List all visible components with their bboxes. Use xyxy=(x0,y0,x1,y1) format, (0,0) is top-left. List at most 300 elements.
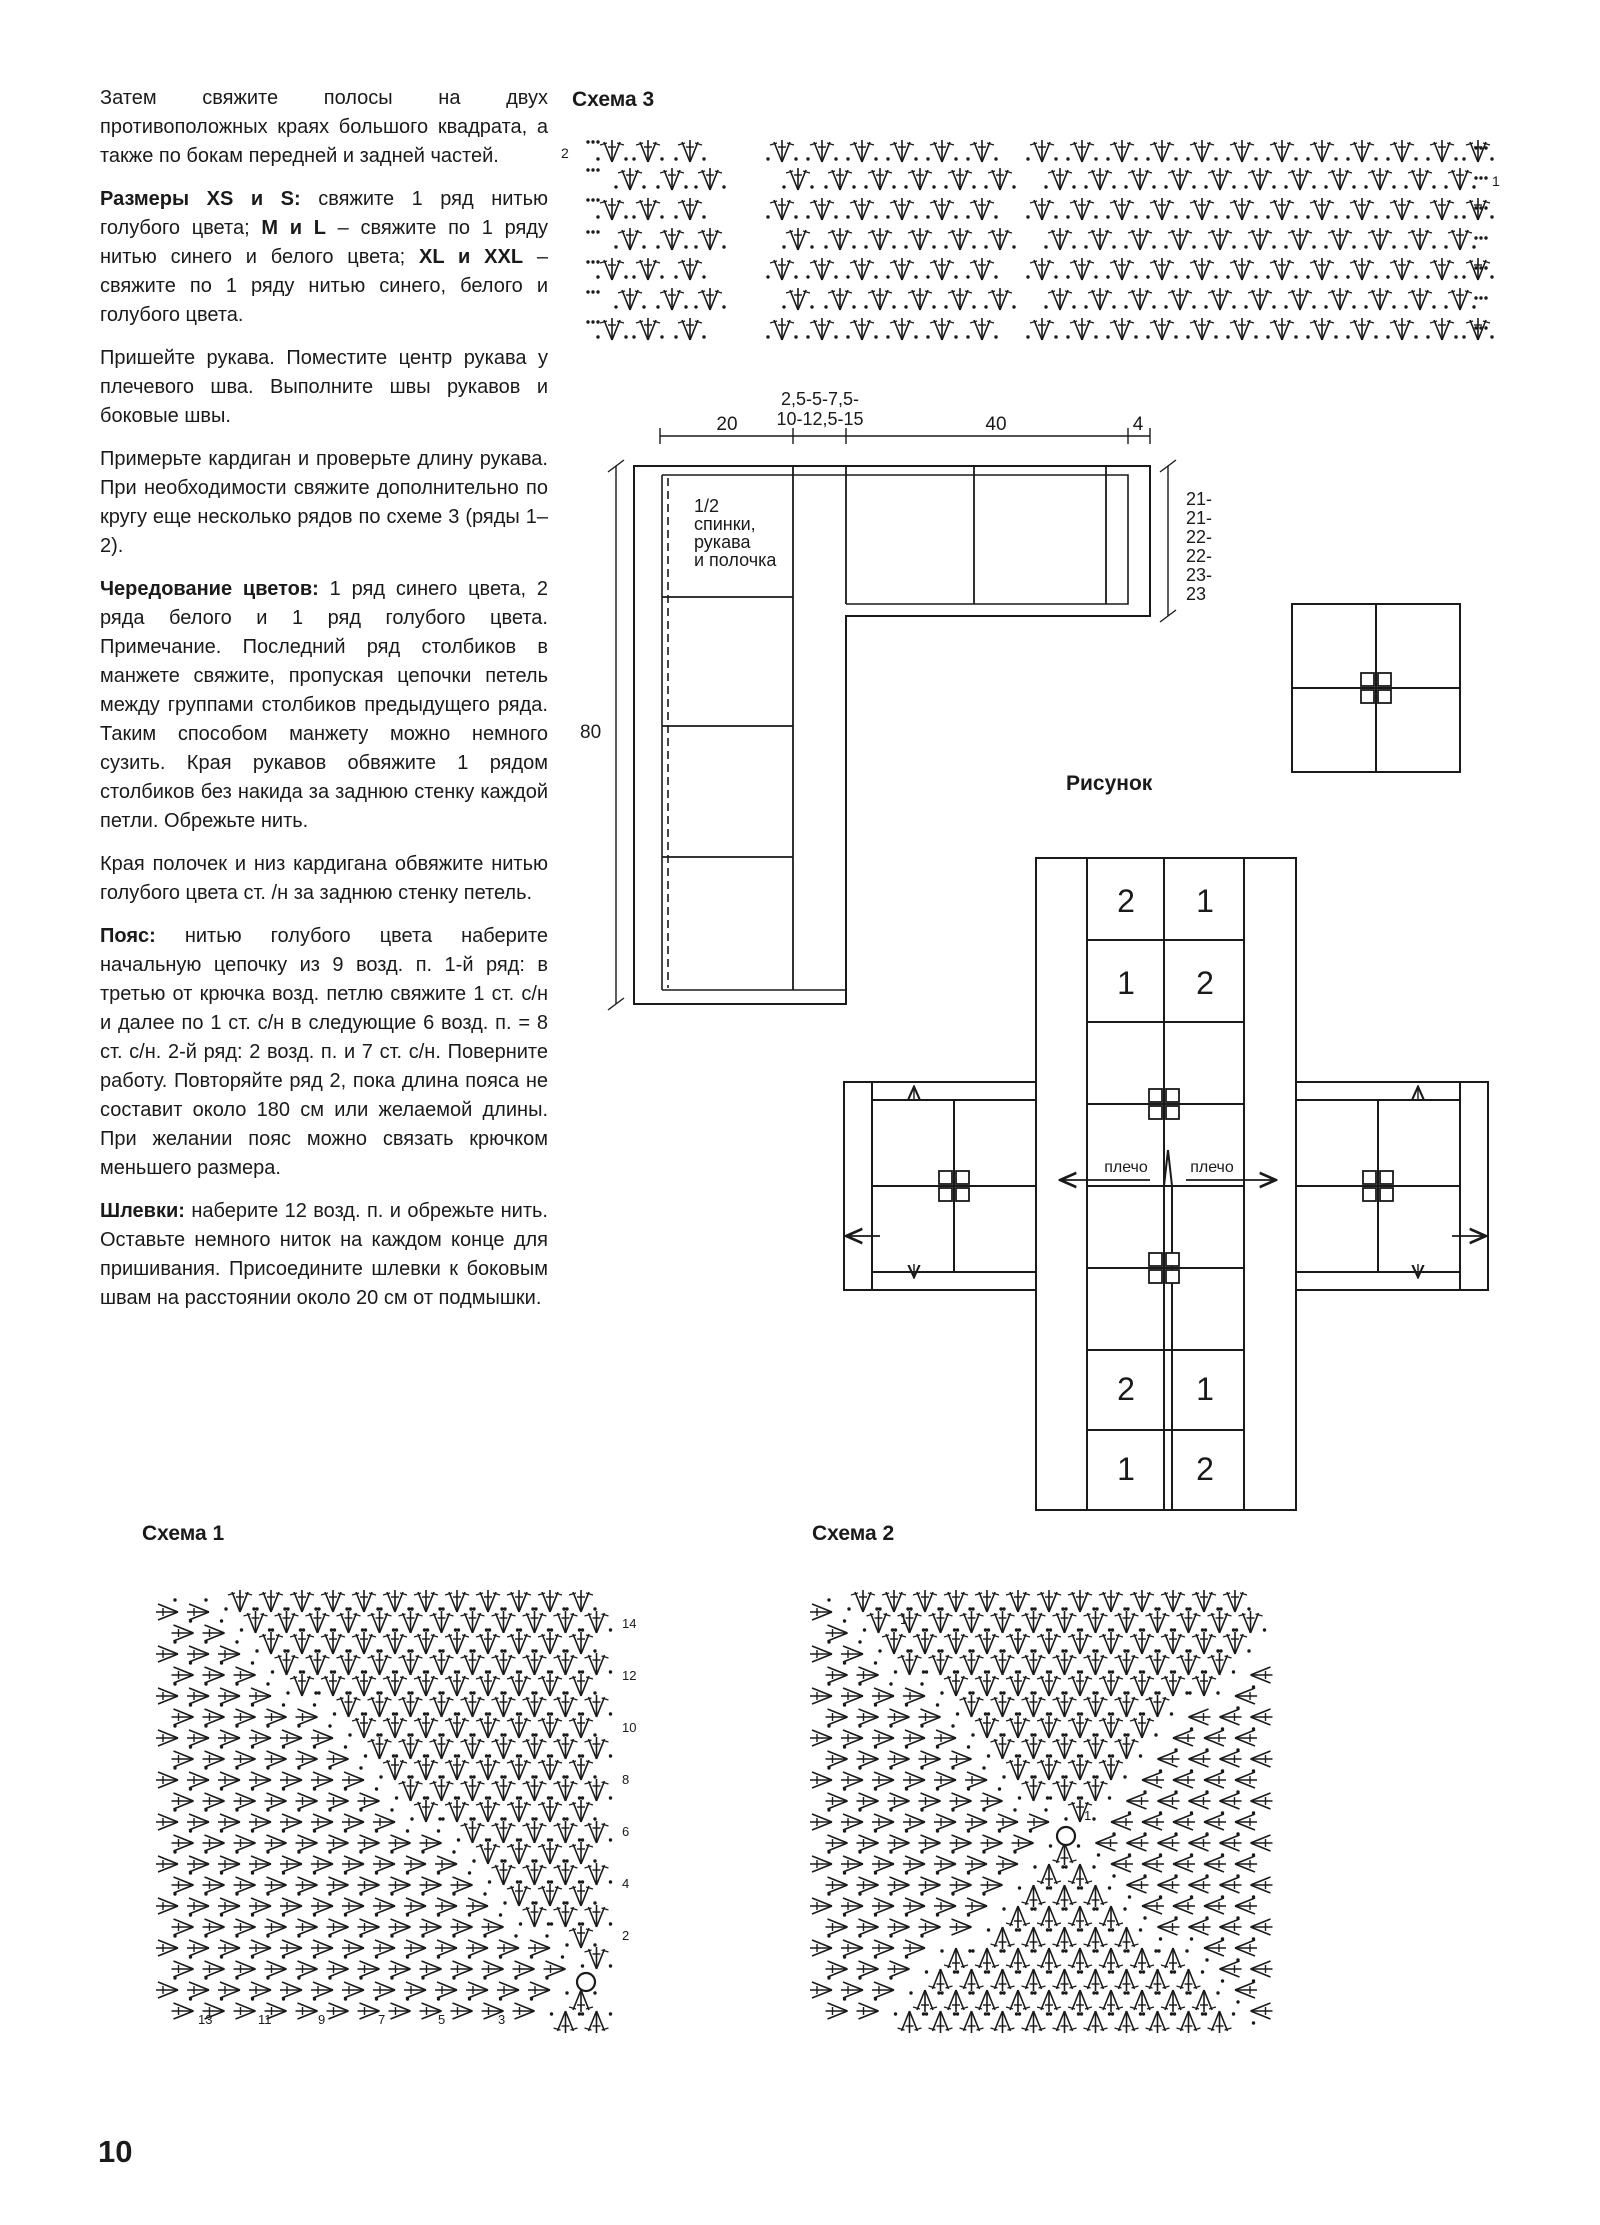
svg-text:1: 1 xyxy=(1196,883,1214,919)
stitch-group xyxy=(249,1934,271,1956)
stitch-group xyxy=(280,1934,302,1956)
stitch-group xyxy=(234,1703,256,1725)
stitch-group xyxy=(187,1640,209,1662)
stitch-group xyxy=(255,1632,286,1654)
stitch-group xyxy=(909,1990,940,2012)
stitch-group xyxy=(435,1850,457,1872)
stitch-group xyxy=(379,1758,410,1780)
svg-text:23-: 23- xyxy=(1186,565,1213,585)
stitch-group xyxy=(1157,1632,1188,1654)
stitch-group xyxy=(426,1653,457,1675)
stitch-group xyxy=(1126,1590,1157,1612)
stitch-group xyxy=(503,1632,534,1654)
stitch-group xyxy=(358,1913,380,1935)
stitch-group xyxy=(379,1590,410,1612)
stitch-group xyxy=(172,1871,194,1893)
stitch-group xyxy=(265,1955,287,1977)
stitch-group xyxy=(888,1703,910,1725)
stitch-group xyxy=(441,1716,472,1738)
stitch-group xyxy=(550,1611,581,1633)
stitch-group xyxy=(1049,1779,1080,1801)
stitch-group xyxy=(1002,1758,1033,1780)
stitch-group xyxy=(234,1787,256,1809)
stitch-group xyxy=(466,1934,488,1956)
stitch-group xyxy=(218,1766,240,1788)
svg-text:1: 1 xyxy=(900,1612,908,1627)
stitch-group xyxy=(1204,1772,1226,1794)
stitch-group xyxy=(187,1766,209,1788)
stitch-group xyxy=(1189,1919,1211,1941)
stitch-group xyxy=(404,1934,426,1956)
stitch-group xyxy=(1111,1856,1133,1878)
stitch-group xyxy=(311,1766,333,1788)
stitch-group xyxy=(1080,1653,1111,1675)
stitch-group xyxy=(333,1611,364,1633)
stitch-group xyxy=(1220,1961,1242,1983)
stitch-group xyxy=(565,1926,596,1948)
stitch-group xyxy=(395,1653,426,1675)
stitch-group xyxy=(1095,1948,1126,1970)
stitch-group xyxy=(172,1703,194,1725)
stitch-group xyxy=(472,1632,503,1654)
stitch-group xyxy=(271,1611,302,1633)
stitch-group xyxy=(1111,2011,1142,2033)
stitch-group xyxy=(1080,2011,1111,2033)
stitch-group xyxy=(971,1716,1002,1738)
stitch-group xyxy=(1126,1716,1157,1738)
stitch-group xyxy=(534,1800,565,1822)
stitch-group xyxy=(909,1590,940,1612)
stitch-group xyxy=(472,1842,503,1864)
stitch-group xyxy=(1018,1969,1049,1991)
stitch-group xyxy=(1157,1590,1188,1612)
stitch-group xyxy=(395,1737,426,1759)
stitch-group xyxy=(950,1787,972,1809)
stitch-group xyxy=(379,1632,410,1654)
stitch-group xyxy=(156,1724,178,1746)
stitch-group xyxy=(218,1892,240,1914)
stitch-group xyxy=(296,1997,318,2019)
stitch-group xyxy=(280,1808,302,1830)
svg-text:23: 23 xyxy=(1186,584,1207,604)
stitch-group xyxy=(965,1850,987,1872)
stitch-group xyxy=(327,1787,349,1809)
stitch-group xyxy=(1064,1632,1095,1654)
paragraph-colors: Чередование цветов: 1 ряд синего цвета, 2 ряда белого и 1 ряд голубого цвета. Примечание. Последний ряд столбиков в манжете свяжите, пропуская цепочки петель между группами столбиков предыдущего ряда. Таким способом манжету можно немного сузить. Края рукавов обвяжите 1 рядом столбиков без накида за заднюю стенку каждой петли. Обрежьте нить. xyxy=(100,578,548,832)
stitch-group xyxy=(826,1787,848,1809)
stitch-group xyxy=(203,1661,225,1683)
stitch-group xyxy=(550,1779,581,1801)
stitch-group xyxy=(218,1724,240,1746)
stitch-group xyxy=(987,1695,1018,1717)
stitch-group xyxy=(1095,1758,1126,1780)
stitch-group xyxy=(528,1934,550,1956)
svg-text:4: 4 xyxy=(622,1876,630,1891)
stitch-group xyxy=(971,1632,1002,1654)
stitch-group xyxy=(203,1787,225,1809)
stitch-group xyxy=(1127,1835,1149,1857)
stitch-group xyxy=(249,1808,271,1830)
stitch-group xyxy=(488,1653,519,1675)
stitch-group xyxy=(302,1653,333,1675)
stitch-group xyxy=(981,1871,1003,1893)
stitch-group xyxy=(234,1829,256,1851)
stitch-group xyxy=(1111,1695,1142,1717)
stitch-group xyxy=(342,1766,364,1788)
stitch-group xyxy=(420,1829,442,1851)
stitch-group xyxy=(894,1611,925,1633)
stitch-group xyxy=(981,1787,1003,1809)
stitch-group xyxy=(457,1737,488,1759)
stitch-group xyxy=(488,1779,519,1801)
stitch-group xyxy=(218,1934,240,1956)
stitch-group xyxy=(488,1695,519,1717)
stitch-group xyxy=(265,1871,287,1893)
scheme1-chart xyxy=(156,1590,612,2033)
stitch-group xyxy=(172,1745,194,1767)
piece-label xyxy=(694,496,777,570)
stitch-group xyxy=(218,1682,240,1704)
stitch-group xyxy=(841,1976,863,1998)
stitch-group xyxy=(519,1905,550,1927)
stitch-group xyxy=(1049,2011,1080,2033)
stitch-group xyxy=(364,1653,395,1675)
stitch-group xyxy=(934,1808,956,1830)
stitch-group xyxy=(1204,2011,1235,2033)
stitch-group xyxy=(1142,1653,1173,1675)
scheme1-heading: Схема 1 xyxy=(142,1522,225,1545)
stitch-group xyxy=(1111,1737,1142,1759)
stitch-group xyxy=(1220,1793,1242,1815)
stitch-group xyxy=(203,1955,225,1977)
stitch-group xyxy=(280,1766,302,1788)
dimension-40: 40 xyxy=(985,414,1007,435)
svg-text:и полочка: и полочка xyxy=(694,550,777,570)
stitch-group xyxy=(1251,1667,1273,1689)
stitch-group xyxy=(919,1703,941,1725)
stitch-group xyxy=(457,1695,488,1717)
stitch-group xyxy=(441,1674,472,1696)
stitch-group xyxy=(389,1955,411,1977)
stitch-group xyxy=(971,1948,1002,1970)
stitch-group xyxy=(296,1829,318,1851)
stitch-group xyxy=(872,1850,894,1872)
stitch-group xyxy=(1049,1611,1080,1633)
stitch-group xyxy=(1157,1674,1188,1696)
magic-ring xyxy=(577,1973,595,1991)
stitch-group xyxy=(342,1850,364,1872)
stitch-group xyxy=(1142,1969,1173,1991)
stitch-group xyxy=(971,1990,1002,2012)
dimension-variable-b: 10-12,5-15 xyxy=(776,409,864,429)
stitch-group xyxy=(1064,1864,1095,1886)
stitch-group xyxy=(333,1653,364,1675)
svg-text:10: 10 xyxy=(622,1720,637,1735)
stitch-group xyxy=(919,1871,941,1893)
stitch-group xyxy=(327,1913,349,1935)
stitch-group xyxy=(987,1927,1018,1949)
stitch-group xyxy=(581,1611,612,1633)
stitch-group xyxy=(1188,1632,1219,1654)
stitch-group xyxy=(857,1997,879,2019)
stitch-group xyxy=(581,1947,612,1969)
stitch-group xyxy=(940,1674,971,1696)
svg-text:2: 2 xyxy=(1117,883,1135,919)
stitch-group xyxy=(373,1976,395,1998)
stitch-group xyxy=(466,1892,488,1914)
stitch-group xyxy=(395,1779,426,1801)
stitch-group xyxy=(519,1737,550,1759)
stitch-group xyxy=(1204,1814,1226,1836)
stitch-group xyxy=(1002,1906,1033,1928)
stitch-group xyxy=(519,1779,550,1801)
stitch-group xyxy=(286,1674,317,1696)
stitch-group xyxy=(925,1611,956,1633)
stitch-group xyxy=(373,1934,395,1956)
stitch-group xyxy=(457,1653,488,1675)
stitch-group xyxy=(358,1955,380,1977)
stitch-group xyxy=(1173,1898,1195,1920)
stitch-group xyxy=(841,1682,863,1704)
stitch-group xyxy=(488,1863,519,1885)
stitch-group xyxy=(379,1674,410,1696)
stitch-group xyxy=(1002,1590,1033,1612)
stitch-group xyxy=(203,1829,225,1851)
stitch-group xyxy=(1157,1948,1188,1970)
svg-text:9: 9 xyxy=(318,2012,326,2027)
stitch-group xyxy=(187,1682,209,1704)
svg-text:22-: 22- xyxy=(1186,527,1213,547)
stitch-group xyxy=(503,1884,534,1906)
stitch-group xyxy=(1064,1990,1095,2012)
stitch-group xyxy=(810,1808,832,1830)
stitch-group xyxy=(373,1850,395,1872)
paragraph-sleeves: Пришейте рукава. Поместите центр рукава у плечевого шва. Выполните швы рукавов и боковые швы. xyxy=(100,347,548,427)
stitch-group xyxy=(1220,1709,1242,1731)
svg-text:2: 2 xyxy=(622,1928,630,1943)
shoulder-label-right: плечо xyxy=(1190,1159,1234,1176)
stitch-group xyxy=(441,1800,472,1822)
stitch-group xyxy=(203,1703,225,1725)
stitch-group xyxy=(342,1808,364,1830)
stitch-group xyxy=(919,1913,941,1935)
stitch-group xyxy=(435,1934,457,1956)
stitch-group xyxy=(534,1884,565,1906)
stitch-group xyxy=(1235,1814,1257,1836)
stitch-group xyxy=(1219,1590,1250,1612)
stitch-group xyxy=(1049,1843,1080,1865)
stitch-group xyxy=(940,1590,971,1612)
stitch-group xyxy=(857,1871,879,1893)
stitch-group xyxy=(249,1976,271,1998)
stitch-group xyxy=(872,1724,894,1746)
stitch-group xyxy=(1251,1835,1273,1857)
stitch-group xyxy=(296,1745,318,1767)
stitch-group xyxy=(296,1703,318,1725)
stitch-group xyxy=(472,1716,503,1738)
scheme3-right-block xyxy=(1026,140,1493,340)
stitch-group xyxy=(426,1737,457,1759)
stitch-group xyxy=(311,1934,333,1956)
stitch-group xyxy=(519,1653,550,1675)
stitch-group xyxy=(581,1905,612,1927)
stitch-group xyxy=(888,1745,910,1767)
stitch-group xyxy=(581,1779,612,1801)
stitch-group xyxy=(187,1724,209,1746)
stitch-group xyxy=(888,1913,910,1935)
stitch-group xyxy=(565,1716,596,1738)
stitch-group xyxy=(1173,1814,1195,1836)
motif-square xyxy=(1292,604,1460,772)
stitch-group xyxy=(888,1787,910,1809)
stitch-group xyxy=(488,1821,519,1843)
stitch-group xyxy=(1189,1751,1211,1773)
stitch-group xyxy=(1204,1940,1226,1962)
stitch-group xyxy=(550,2011,581,2033)
stitch-group xyxy=(1158,1835,1180,1857)
stitch-group xyxy=(826,1913,848,1935)
svg-text:рукава: рукава xyxy=(694,532,751,552)
stitch-group xyxy=(903,1934,925,1956)
stitch-group xyxy=(519,1863,550,1885)
stitch-group xyxy=(410,1674,441,1696)
stitch-group xyxy=(435,1976,457,1998)
stitch-group xyxy=(1251,1793,1273,1815)
stitch-group xyxy=(872,1976,894,1998)
stitch-group xyxy=(404,1976,426,1998)
stitch-group xyxy=(810,1640,832,1662)
stitch-group xyxy=(919,1745,941,1767)
stitch-group xyxy=(810,1724,832,1746)
stitch-group xyxy=(488,1737,519,1759)
stitch-group xyxy=(528,1976,550,1998)
stitch-group xyxy=(1095,1906,1126,1928)
stitch-group xyxy=(1033,1990,1064,2012)
stitch-group xyxy=(466,1976,488,1998)
stitch-group xyxy=(1235,1688,1257,1710)
stitch-group xyxy=(996,1808,1018,1830)
stitch-group xyxy=(1002,1948,1033,1970)
shoulder-label-left: плечо xyxy=(1104,1159,1148,1176)
stitch-group xyxy=(218,1640,240,1662)
stitch-group xyxy=(847,1590,878,1612)
svg-text:13: 13 xyxy=(198,2012,213,2027)
stitch-group xyxy=(565,1884,596,1906)
stitch-group xyxy=(156,1682,178,1704)
stitch-group xyxy=(1096,1835,1118,1857)
stitch-group xyxy=(826,1871,848,1893)
stitch-group xyxy=(1064,1674,1095,1696)
stitch-group xyxy=(255,1590,286,1612)
stitch-group xyxy=(550,1863,581,1885)
stitch-group xyxy=(581,1863,612,1885)
stitch-group xyxy=(172,1661,194,1683)
stitch-group xyxy=(903,1766,925,1788)
stitch-group xyxy=(280,1892,302,1914)
stitch-group xyxy=(172,1997,194,2019)
stitch-group xyxy=(987,1611,1018,1633)
stitch-group xyxy=(550,1695,581,1717)
stitch-group xyxy=(172,1787,194,1809)
stitch-group xyxy=(1002,1674,1033,1696)
stitch-group xyxy=(410,1590,441,1612)
stitch-group xyxy=(1064,1590,1095,1612)
stitch-group xyxy=(872,1682,894,1704)
stitch-group xyxy=(358,1829,380,1851)
stitch-group xyxy=(503,1674,534,1696)
stitch-group xyxy=(234,1913,256,1935)
stitch-group xyxy=(513,1955,535,1977)
stitch-group xyxy=(987,1969,1018,1991)
svg-text:5: 5 xyxy=(438,2012,446,2027)
stitch-group xyxy=(156,1892,178,1914)
stitch-group xyxy=(857,1913,879,1935)
stitch-group xyxy=(441,1632,472,1654)
stitch-group xyxy=(940,1948,971,1970)
stitch-group xyxy=(187,1850,209,1872)
stitch-group xyxy=(503,1716,534,1738)
stitch-group xyxy=(534,1590,565,1612)
stitch-group xyxy=(187,1934,209,1956)
stitch-group xyxy=(348,1590,379,1612)
stitch-group xyxy=(482,1913,504,1935)
stitch-group xyxy=(1126,1632,1157,1654)
svg-text:1: 1 xyxy=(1084,1808,1092,1823)
stitch-group xyxy=(841,1640,863,1662)
figure-heading: Рисунок xyxy=(1066,772,1153,795)
stitch-group xyxy=(956,1611,987,1633)
stitch-group xyxy=(472,1800,503,1822)
stitch-group xyxy=(472,1674,503,1696)
stitch-group xyxy=(348,1674,379,1696)
stitch-group xyxy=(1033,1948,1064,1970)
stitch-group xyxy=(265,1913,287,1935)
stitch-group xyxy=(488,1611,519,1633)
stitch-group xyxy=(358,1871,380,1893)
stitch-group xyxy=(950,1871,972,1893)
stitch-group xyxy=(317,1674,348,1696)
stitch-group xyxy=(826,1955,848,1977)
stitch-group xyxy=(1158,1877,1180,1899)
stitch-group xyxy=(841,1766,863,1788)
stitch-group xyxy=(1188,1674,1219,1696)
stitch-group xyxy=(317,1590,348,1612)
stitch-group xyxy=(826,1997,848,2019)
stitch-group xyxy=(987,1737,1018,1759)
stitch-group xyxy=(1049,1885,1080,1907)
stitch-group xyxy=(156,1850,178,1872)
stitch-group xyxy=(379,1716,410,1738)
stitch-group xyxy=(1080,1737,1111,1759)
stitch-group xyxy=(1142,1611,1173,1633)
stitch-group xyxy=(451,1913,473,1935)
stitch-group xyxy=(317,1632,348,1654)
stitch-group xyxy=(581,1695,612,1717)
stitch-group xyxy=(565,1632,596,1654)
stitch-group xyxy=(1220,1877,1242,1899)
stitch-group xyxy=(1018,1737,1049,1759)
body-panel xyxy=(1036,858,1296,1510)
stitch-group xyxy=(395,1695,426,1717)
stitch-group xyxy=(810,1598,832,1620)
stitch-group xyxy=(1220,1919,1242,1941)
stitch-group xyxy=(1142,2011,1173,2033)
stitch-group xyxy=(1080,1611,1111,1633)
stitch-group xyxy=(1173,1856,1195,1878)
stitch-group xyxy=(271,1653,302,1675)
dimension-80: 80 xyxy=(580,722,602,743)
stitch-group xyxy=(218,1976,240,1998)
